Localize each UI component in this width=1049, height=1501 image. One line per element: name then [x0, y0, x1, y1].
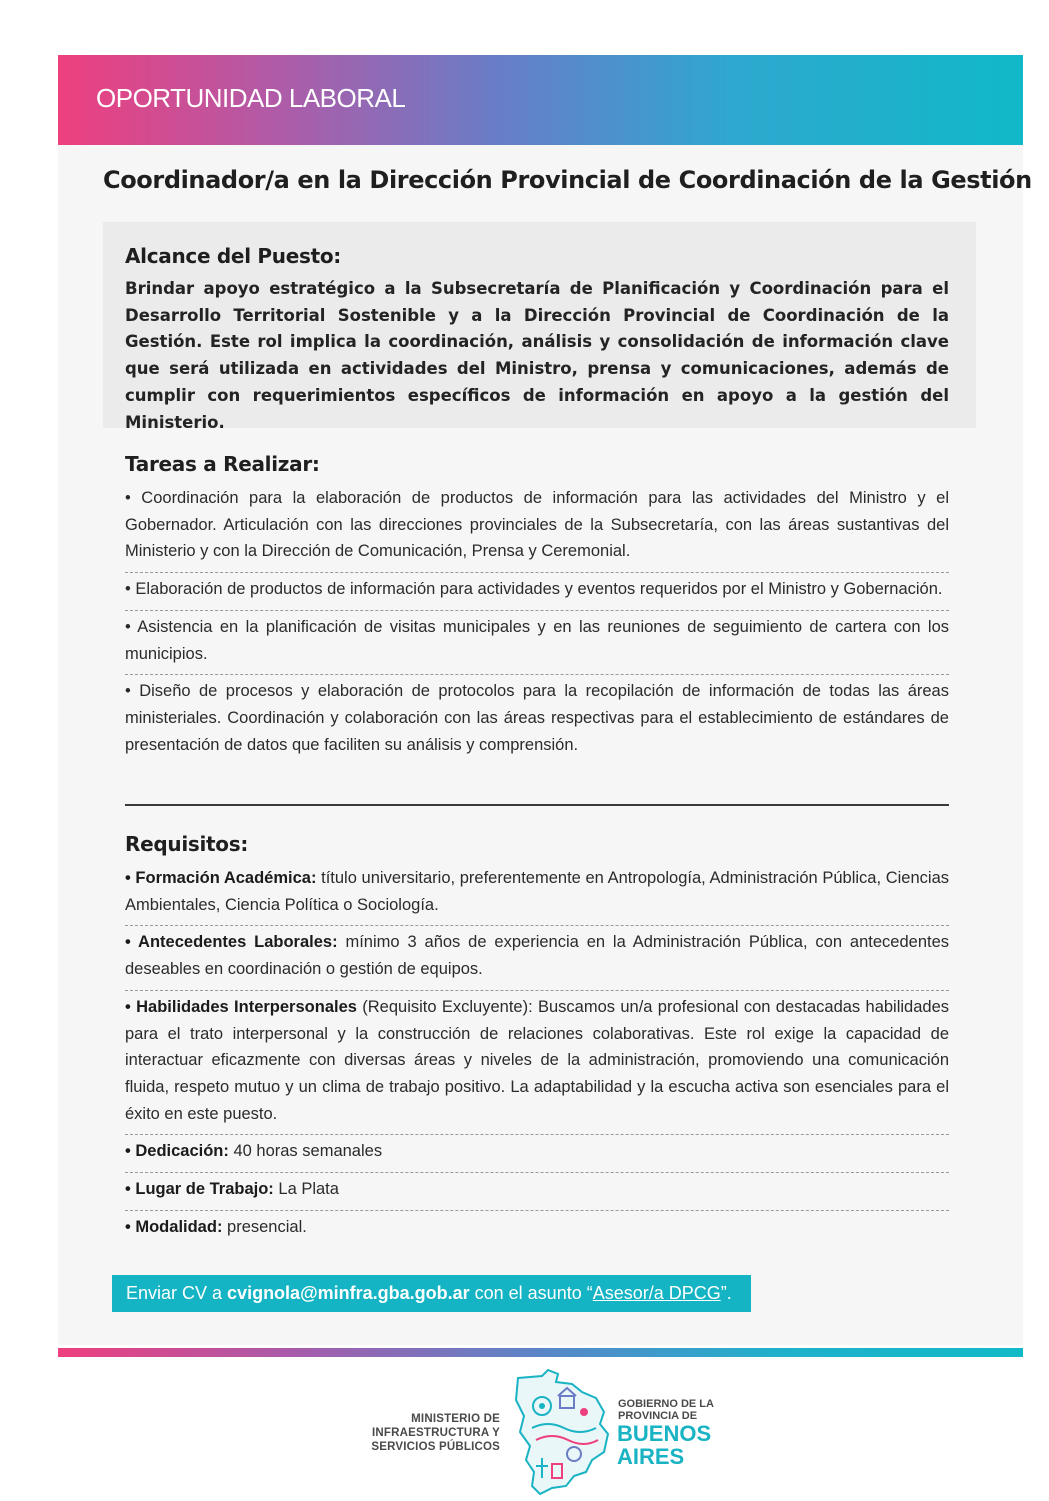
- ministry-name: [340, 1412, 500, 1454]
- email-link[interactable]: cvignola@minfra.gba.gob.ar: [227, 1283, 470, 1303]
- requirement-label: • Lugar de Trabajo:: [125, 1180, 274, 1199]
- requirement-text: (Requisito Excluyente): Buscamos un/a profesional con destacadas habilidades para el trato interpersonal y la construcción de relaciones colaborativas. Este rol exige la capacidad de interactuar eficazmente con diversas áreas y niveles de la administración, promoviendo una comunicación fluida, respeto mutuo y un clima de trabajo positivo. La adaptabilidad y la escucha activa son esenciales para el éxito en este puesto.: [125, 997, 950, 1123]
- requirement-text: presencial.: [222, 1217, 307, 1236]
- requirement-item: [125, 1135, 949, 1173]
- task-item: • Coordinación para la elaboración de productos de información para las actividades del Ministro y el Gobernador. Articulación con las direcciones provinciales de la Subsecretaría, con las áreas sustantivas del Ministerio y con la Dirección de Comunicación, Prensa y Ceremonial.: [125, 482, 949, 573]
- requirement-item: [125, 991, 949, 1136]
- subject-text: Asesor/a DPCG: [592, 1283, 721, 1303]
- requirement-label: • Antecedentes Laborales:: [125, 933, 338, 952]
- ministry-line: INFRAESTRUCTURA Y: [372, 1427, 500, 1439]
- requirement-item: [125, 926, 949, 990]
- requirements-list: [125, 862, 949, 1247]
- cta-suffix: ”.: [720, 1283, 732, 1303]
- buenos-aires-province-emblem-icon: [512, 1368, 612, 1496]
- province-line: BUENOS: [617, 1421, 712, 1446]
- cta-middle: con el asunto “: [469, 1283, 593, 1303]
- tasks-heading: Tareas a Realizar:: [125, 452, 320, 476]
- government-label: [618, 1398, 714, 1422]
- requirement-label: • Formación Académica:: [125, 869, 317, 887]
- requirements-heading: Requisitos:: [125, 832, 249, 856]
- tasks-list: [125, 482, 949, 765]
- requirement-text: 40 horas semanales: [228, 1142, 383, 1161]
- requirement-text: La Plata: [273, 1180, 339, 1199]
- section-divider: [125, 804, 949, 806]
- requirement-text: título universitario, preferentemente en Antropología, Administración Pública, Ciencias Ambientales, Ciencia Política o Sociología.: [125, 869, 949, 914]
- government-line: PROVINCIA DE: [618, 1410, 698, 1422]
- requirement-label: • Modalidad:: [125, 1217, 223, 1236]
- task-item: • Asistencia en la planificación de visitas municipales y en las reuniones de seguimiento de cartera con los municipios.: [125, 611, 949, 675]
- header-banner: [58, 55, 1023, 145]
- scope-heading: Alcance del Puesto:: [125, 244, 341, 268]
- requirement-text: mínimo 3 años de experiencia en la Administración Pública, con antecedentes deseables en coordinación o gestión de equipos.: [125, 933, 950, 979]
- province-name: [617, 1422, 711, 1468]
- task-item: • Elaboración de productos de información para actividades y eventos requeridos por el Ministro y Gobernación.: [125, 573, 949, 611]
- province-line: AIRES: [617, 1444, 685, 1469]
- requirement-item: [125, 862, 949, 926]
- job-title: Coordinador/a en la Dirección Provincial de Coordinación de la Gestión: [103, 166, 1032, 194]
- ministry-line: SERVICIOS PÚBLICOS: [371, 1441, 500, 1453]
- ministry-line: MINISTERIO DE: [411, 1413, 500, 1425]
- footer-gradient-bar: [58, 1348, 1023, 1357]
- scope-text: Brindar apoyo estratégico a la Subsecretaría de Planificación y Coordinación para el Desarrollo Territorial Sostenible y a la Dirección Provincial de Coordinación de la Gestión. Este rol implica la coordinación, análisis y consolidación de información clave que será utilizada en actividades del Ministro, prensa y comunicaciones, además de cumplir con requerimientos específicos de información en apoyo a la gestión del Ministerio.: [125, 279, 949, 432]
- requirement-label: • Habilidades Interpersonales: [125, 997, 357, 1016]
- requirement-item: [125, 1211, 949, 1248]
- requirement-item: [125, 1173, 949, 1211]
- send-cv-callout: [112, 1275, 751, 1312]
- requirement-label: • Dedicación:: [125, 1142, 229, 1161]
- banner-title: OPORTUNIDAD LABORAL: [96, 83, 406, 113]
- scope-box: [103, 222, 976, 432]
- cta-prefix: Enviar CV a: [126, 1283, 228, 1303]
- government-line: GOBIERNO DE LA: [618, 1398, 714, 1410]
- task-item: • Diseño de procesos y elaboración de protocolos para la recopilación de información de todas las áreas ministeriales. Coordinación y colaboración con las áreas respectivas para el establecimiento de estándares de presentación de datos que faciliten su análisis y comprensión.: [125, 682, 949, 754]
